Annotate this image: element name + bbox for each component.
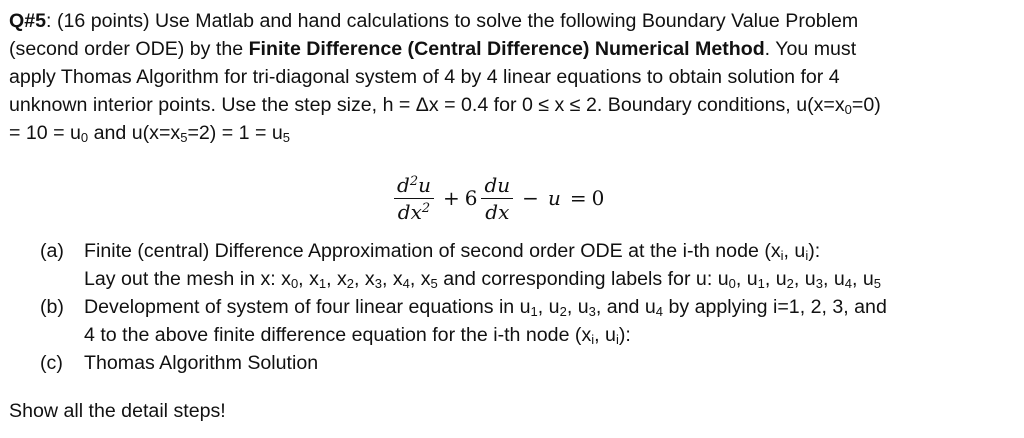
variable-u: u	[547, 186, 561, 210]
question-number: Q#5	[9, 10, 47, 32]
part-label: (b)	[40, 296, 64, 318]
question-paragraph	[9, 7, 1015, 147]
part-c: (c) Thomas Algorithm Solution	[40, 349, 1015, 377]
question-line-4: unknown interior points. Use the step size, h = Δx = 0.4 for 0 ≤ x ≤ 2. Boundary conditions, $u(x=x_0=0)$	[9, 94, 881, 117]
parts-list	[40, 237, 1015, 377]
rhs-value: 0	[591, 186, 605, 210]
ode-equation	[390, 166, 604, 230]
footer-instruction: Show all the detail steps!	[9, 400, 226, 422]
question-line-1: Q#5: (16 points) Use Matlab and hand calculations to solve the following Boundary Value Problem	[9, 10, 859, 32]
minus-sign: −	[522, 186, 539, 210]
equals-sign: =	[569, 186, 587, 210]
question-line-5: = $10 = u_0$ and $u(x=x_5=2) = 1 = u_5$	[9, 122, 290, 145]
question-line-3: apply Thomas Algorithm for tri-diagonal system of 4 by 4 linear equations to obtain solution for 4	[9, 66, 840, 88]
part-label: (a)	[40, 240, 64, 262]
part-a: (a) Finite (central) Difference Approximation of second order ODE at the i-th node ($x_i$, $u_i$): Lay out the mesh in x: $x_0$, $x_1$, $x_2$, $x_3$, $x_4$, $x_5$ and corresponding labels for u: $u_0$, $u_1$, $u_2$, $u_3$, $u_4$, $u_5$	[40, 237, 1015, 293]
second-derivative-fraction: $\frac{d^2u}{dx^2}$	[394, 172, 434, 225]
part-label: (c)	[40, 352, 63, 374]
coefficient: 6	[464, 186, 478, 210]
plus-sign: +	[442, 186, 460, 210]
question-line-2: (second order ODE) by the Finite Difference (Central Difference) Numerical Method. You must	[9, 38, 857, 60]
part-b: (b) Development of system of four linear equations in $u_1$, $u_2$, $u_3$, and $u_4$ by applying i=1, 2, 3, and 4 to the above finite difference equation for the i-th node ($x_i$, $u_i$):	[40, 293, 1015, 349]
first-derivative-fraction: $\frac{du}{dx}$	[481, 172, 513, 225]
method-name: Finite Difference (Central Difference) Numerical Method	[248, 38, 765, 60]
